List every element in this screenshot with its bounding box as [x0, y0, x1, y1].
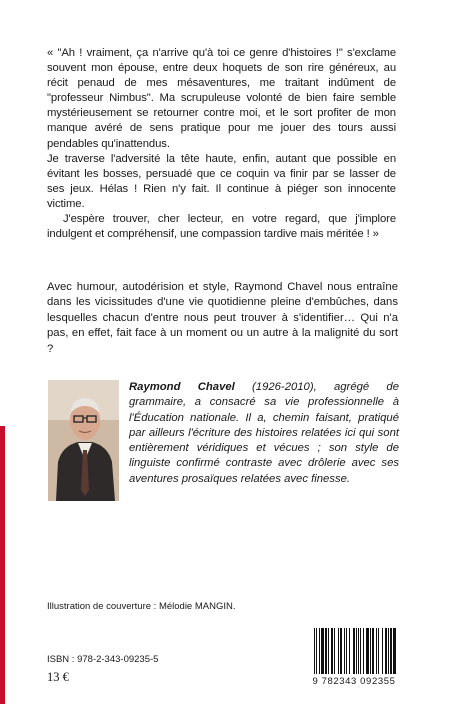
back-cover-quote	[47, 46, 396, 242]
isbn: ISBN : 978-2-343-09235-5	[47, 654, 159, 665]
author-bio-text: (1926-2010), agrégé de grammaire, a consacré sa vie professionnelle à l'Éducation nationale. Il a, chemin faisant, pratiqué par ailleurs l'écriture des histoires relatées ici qui sont entièrement véridiques et vécues ; son style de linguiste confirmé contraste avec drôlerie avec ses aventures prosaïques relatées avec finesse.	[129, 381, 399, 485]
cover-illustration-credit: Illustration de couverture : Mélodie MANGIN.	[47, 601, 236, 612]
quote-paragraph-2: Je traverse l'adversité la tête haute, enfin, autant que possible en évitant les bosses, persuadé que ce coquin va finir par se lasser de ses jeux. Hélas ! Rien n'y fait. Il continue à piéger son innocente victime.	[47, 152, 396, 210]
author-name: Raymond Chavel	[129, 381, 235, 393]
author-biography	[129, 380, 399, 487]
book-summary: Avec humour, autodérision et style, Raymond Chavel nous entraîne dans les vicissitudes d'une vie quotidienne pleine d'embûches, dans lesquelles chacun d'entre nous peut trouver à s'identifier… Qui n'a pas, en effet, fait face à un moment ou un autre à la malignité du sort ?	[47, 281, 398, 355]
quote-paragraph-1: « "Ah ! vraiment, ça n'arrive qu'à toi ce genre d'histoires !" s'exclame souvent mon épouse, entre deux hoquets de son rire généreux, au récit penaud de mes mésaventures, me traitant indûment de "professeur Nimbus". Ma scrupuleuse volonté de bien faire semble mystérieusement se retourner contre moi, et le sort profiter de mon manque avéré de sens pratique pour me jouer des tours aussi pendables qu'inattendus.	[47, 47, 396, 150]
author-photo	[48, 380, 119, 501]
red-accent-bar	[0, 426, 5, 704]
barcode-number: 9 782343 092355	[312, 676, 396, 687]
price: 13 €	[47, 670, 69, 684]
quote-paragraph-3: J'espère trouver, cher lecteur, en votre regard, que j'implore indulgent et compréhensif, une compassion tardive mais méritée ! »	[47, 213, 396, 241]
